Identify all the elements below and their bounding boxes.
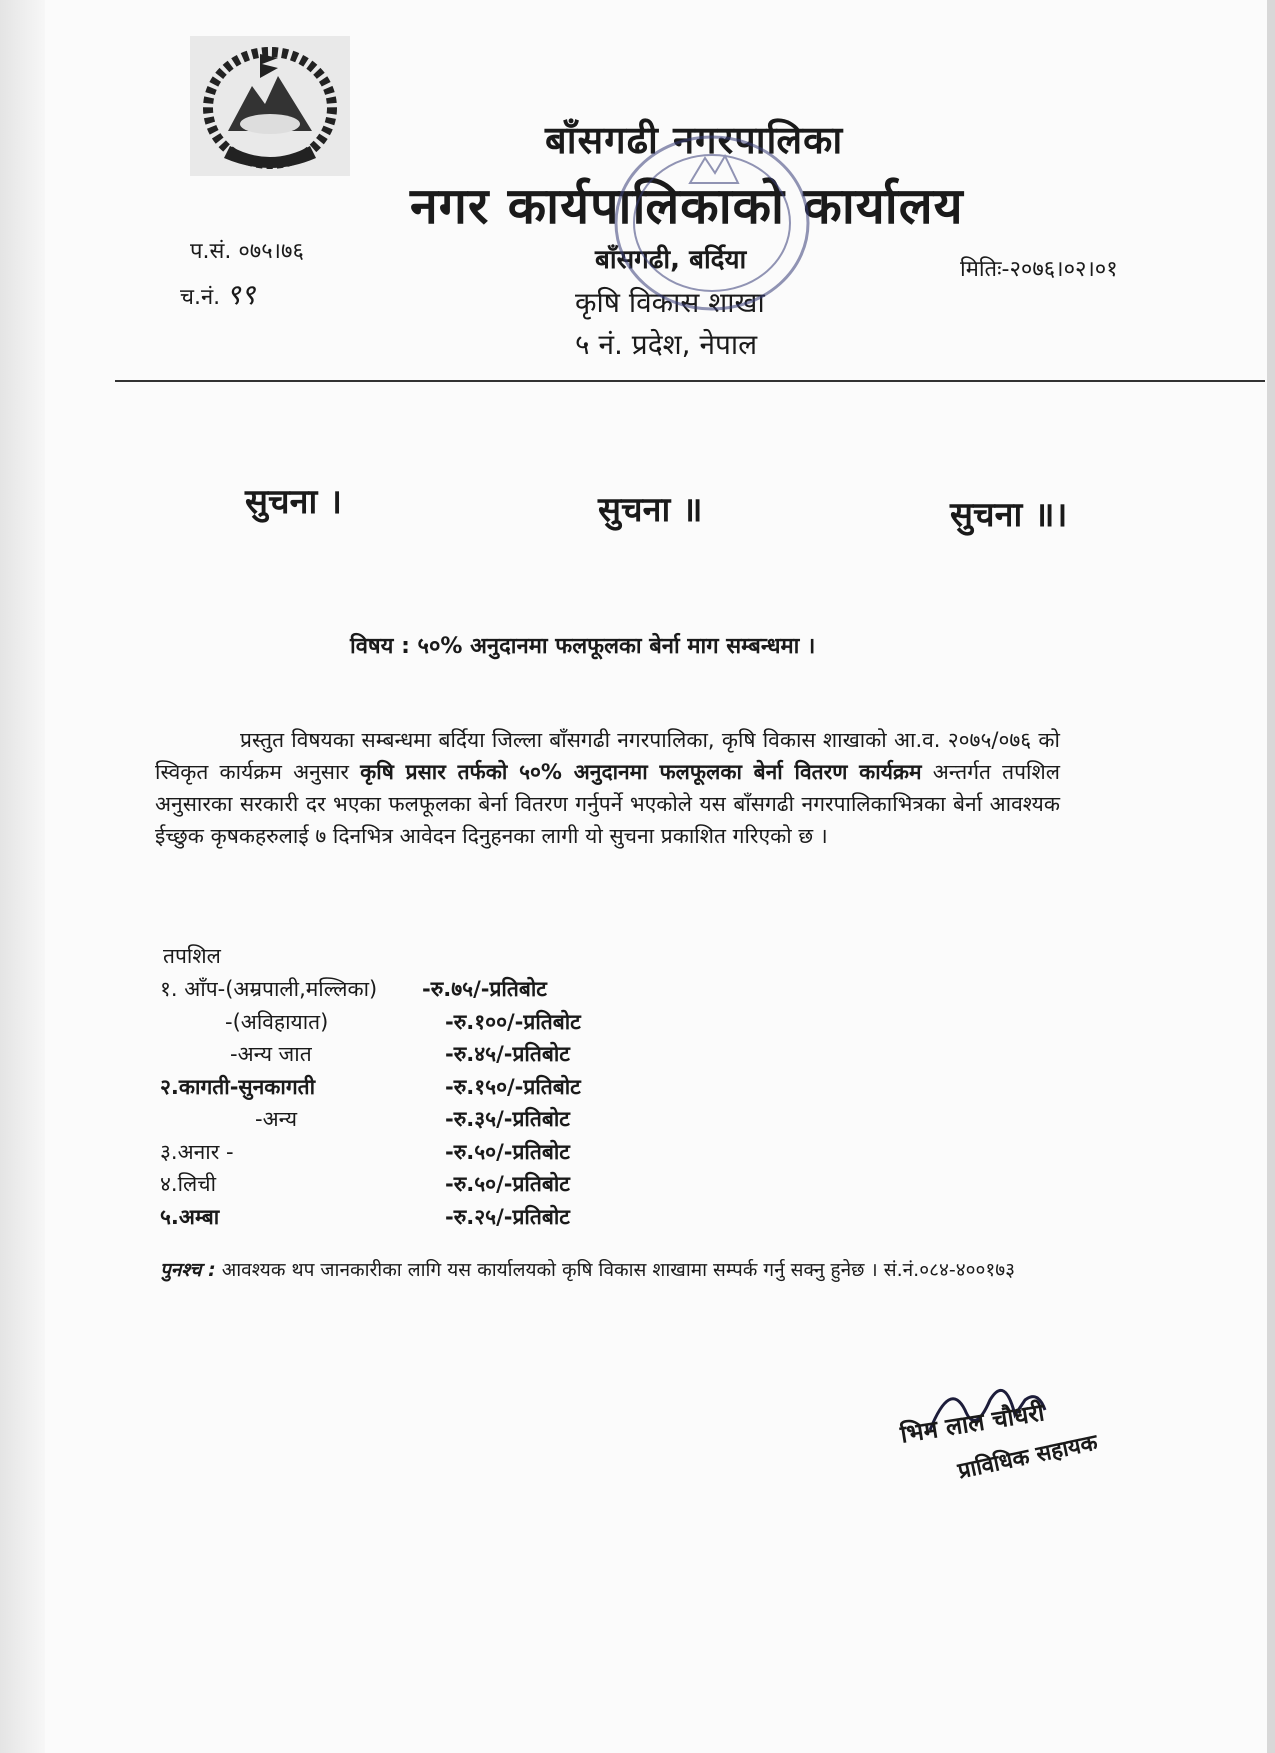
notice-heading-2: सुचना ॥ <box>598 490 703 530</box>
address-line-2: कृषि विकास शाखा <box>575 286 765 319</box>
price-row-item: ५.अम्बा <box>160 1204 220 1229</box>
office-stamp <box>610 128 815 318</box>
price-row-price: -रु.२५/-प्रतिबोट <box>445 1204 570 1229</box>
nepal-emblem-logo <box>190 36 350 176</box>
chalan-value: ९९ <box>226 278 256 311</box>
reference-number: प.सं. ०७५।७६ <box>190 239 304 264</box>
address-line-1: बाँसगढी, बर्दिया <box>595 245 747 275</box>
price-row-price: -रु.१००/-प्रतिबोट <box>445 1009 581 1034</box>
price-row-price: -रु.५०/-प्रतिबोट <box>445 1172 570 1196</box>
notice-heading-1: सुचना । <box>245 482 342 522</box>
price-row-item: २.कागती-सुनकागती <box>160 1074 316 1099</box>
notice-heading-3: सुचना ॥। <box>950 495 1068 535</box>
postscript-note <box>160 1258 1160 1283</box>
price-row-item: ४.लिची <box>160 1172 217 1196</box>
postscript-text: आवश्यक थप जानकारीका लागि यस कार्यालयको कृषि विकास शाखामा सम्पर्क गर्नु सक्नु हुनेछ । सं.नं.०८४-४००१७३ <box>215 1259 1015 1281</box>
body-text-2: अन्तर्गत तपशिल अनुसारका सरकारी दर भएका फलफूलका बेर्ना वितरण गर्नुपर्ने भएकोले यस बाँसगढी नगरपालिकाभित्रका बेर्ना आवश्यक ईच्छुक कृषकहरुलाई ७ दिनभित्र आवेदन दिनुहनका लागी यो सुचना प्रकाशित गरिएको छ । <box>155 760 1061 848</box>
price-row-price: -रु.७५/-प्रतिबोट <box>422 977 547 1001</box>
stamp-icon <box>610 128 815 318</box>
tapshil-heading: तपशिल <box>163 944 221 968</box>
body-text-1: प्रस्तुत विषयका सम्बन्धमा बर्दिया जिल्ला बाँसगढी नगरपालिका, कृषि विकास शाखाको आ.व. २०७५/०७६ को स्विकृत कार्यक्रम अनुसार <box>155 728 1060 784</box>
signatory-name: भिम लाल चौधरी <box>898 1398 1047 1449</box>
price-row-price: -रु.४५/-प्रतिबोट <box>445 1042 570 1066</box>
price-row-price: -रु.५०/-प्रतिबोट <box>445 1139 570 1164</box>
subject-line: विषय : ५०% अनुदानमा फलफूलका बेर्ना माग सम्बन्धमा । <box>350 634 816 659</box>
chalan-number <box>180 275 255 313</box>
document-date: मितिः-२०७६।०२।०१ <box>960 257 1118 282</box>
emblem-icon <box>190 36 350 176</box>
body-text-bold: कृषि प्रसार तर्फको ५०% अनुदानमा फलफूलका बेर्ना वितरण कार्यक्रम <box>360 760 922 784</box>
municipality-name: बाँसगढी नगरपालिका <box>545 118 844 162</box>
office-title: नगर कार्यपालिकाको कार्यालय <box>410 177 964 235</box>
chalan-label: च.नं. <box>180 285 221 310</box>
price-row-item: -अन्य जात <box>230 1042 312 1066</box>
price-row-item: ३.अनार - <box>160 1139 234 1164</box>
price-row-item: -(अविहायात) <box>225 1009 329 1034</box>
price-row-item: -अन्य <box>255 1107 297 1131</box>
body-paragraph <box>155 724 1060 852</box>
address-line-3: ५ नं. प्रदेश, नेपाल <box>575 328 758 361</box>
price-row-price: -रु.१५०/-प्रतिबोट <box>445 1074 581 1099</box>
header-divider <box>115 380 1265 382</box>
price-row-item: १. आँप-(अम्रपाली,मल्लिका) <box>160 977 378 1001</box>
signatory-title: प्राविधिक सहायक <box>955 1430 1100 1485</box>
price-row-price: -रु.३५/-प्रतिबोट <box>445 1107 570 1131</box>
postscript-label: पुनश्च : <box>160 1259 216 1281</box>
